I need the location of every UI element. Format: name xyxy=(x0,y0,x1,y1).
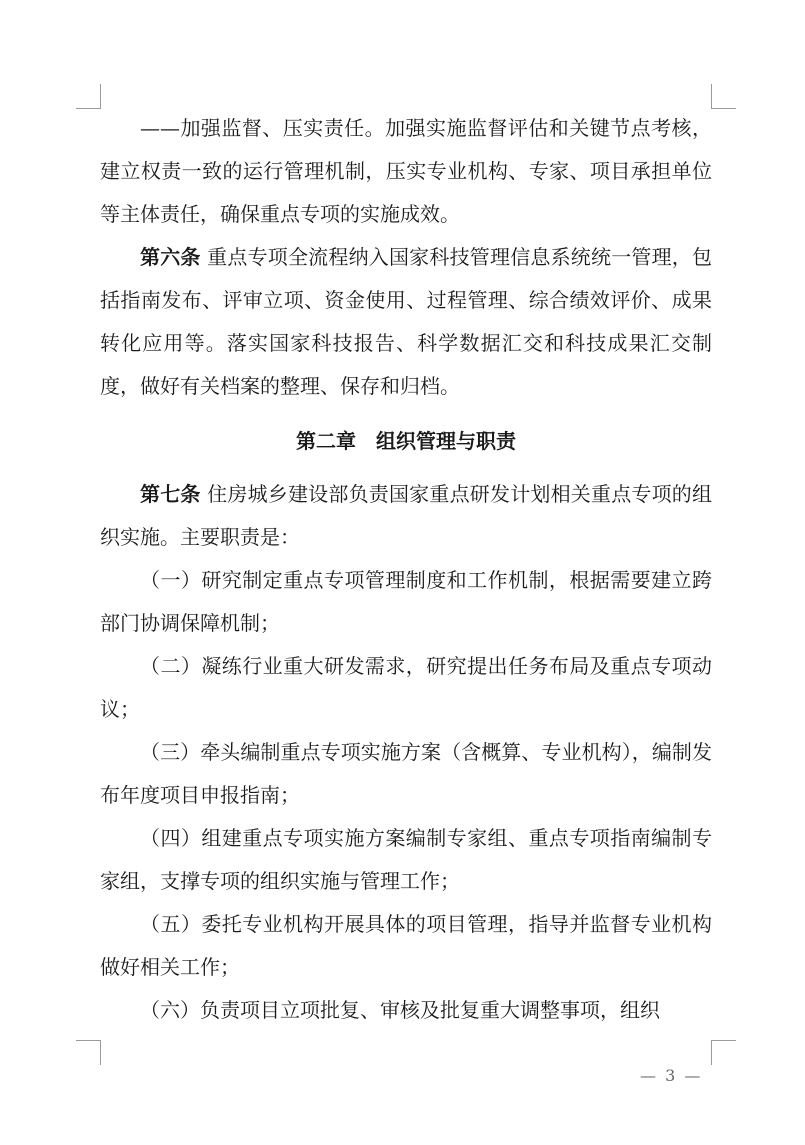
crop-mark-top-right xyxy=(711,84,736,109)
crop-mark-bottom-right xyxy=(711,1040,736,1065)
article-7-label: 第七条 xyxy=(140,482,201,506)
article-6-label: 第六条 xyxy=(140,245,201,269)
article-7-text: 住房城乡建设部负责国家重点研发计划相关重点专项的组织实施。主要职责是： xyxy=(100,482,713,549)
duty-item-6: （六）负责项目立项批复、审核及批复重大调整事项，组织 xyxy=(140,998,660,1022)
crop-mark-top-left xyxy=(76,84,101,109)
duty-item-5: （五）委托专业机构开展具体的项目管理，指导并监督专业机构做好相关工作； xyxy=(100,912,712,979)
page-number: — 3 — xyxy=(640,1066,703,1085)
crop-mark-bottom-left xyxy=(76,1040,101,1065)
article-6-text: 重点专项全流程纳入国家科技管理信息系统统一管理，包括指南发布、评审立项、资金使用、过程管理、综合绩效评价、成果转化应用等。落实国家科技报告、科学数据汇交和科技成果汇交制度，做好有关档案的整理、保存和归档。 xyxy=(100,245,713,398)
paragraph-supervision: ——加强监督、压实责任。加强实施监督评估和关键节点考核，建立权责一致的运行管理机制，压实专业机构、专家、项目承担单位等主体责任，确保重点专项的实施成效。 xyxy=(100,116,712,226)
chapter-title: 第二章 组织管理与职责 xyxy=(296,429,516,453)
duty-item-1: （一）研究制定重点专项管理制度和工作机制，根据需要建立跨部门协调保障机制； xyxy=(100,568,712,635)
duty-item-4: （四）组建重点专项实施方案编制专家组、重点专项指南编制专家组，支撑专项的组织实施与管理工作； xyxy=(100,826,712,893)
article-6 xyxy=(100,236,712,408)
duty-item-3: （三）牵头编制重点专项实施方案（含概算、专业机构），编制发布年度项目申报指南； xyxy=(100,740,712,807)
document-body xyxy=(100,107,712,1032)
article-7 xyxy=(100,473,712,559)
duty-item-2: （二）凝练行业重大研发需求，研究提出任务布局及重点专项动议； xyxy=(100,654,712,721)
